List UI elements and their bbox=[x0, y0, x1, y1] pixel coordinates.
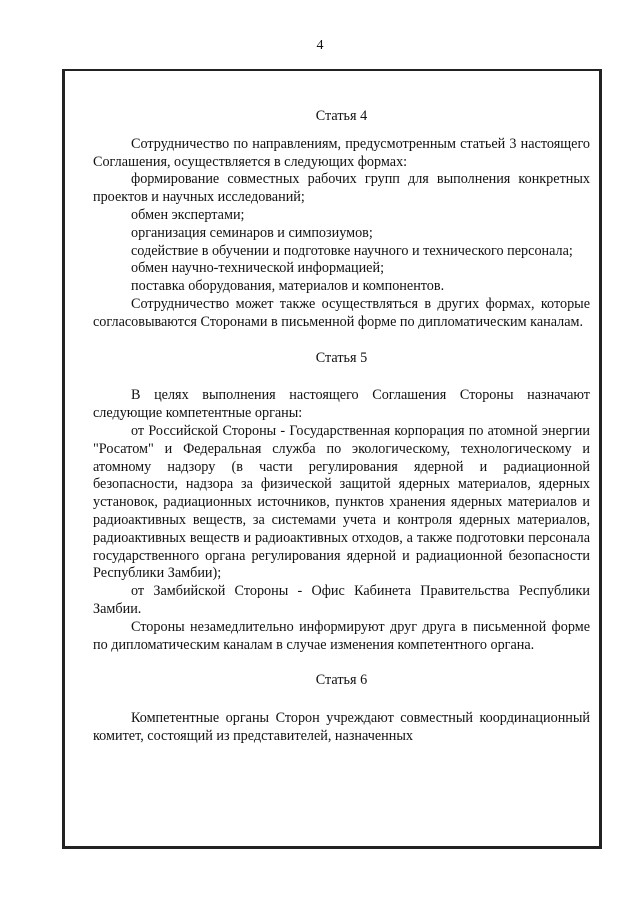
list-item: формирование совместных рабочих групп для выполнения конкретных проектов и научных исследований; bbox=[93, 171, 590, 206]
paragraph: Сотрудничество по направлениям, предусмотренным статьей 3 настоящего Соглашения, осуществляется в следующих формах: bbox=[93, 135, 590, 170]
paragraph: от Российской Стороны - Государственная корпорация по атомной энергии "Росатом" и Федеральная служба по экологическому, технологическому и атомному надзору (в части регулирования ядерной и радиационной безопасности, надзора за физической защитой ядерных материалов, ядерных установок, радиационных источников, пунктов хранения ядерных материалов и радиоактивных веществ, за системами учета и контроля ядерных материалов, радиоактивных веществ и радиоактивных отходов, а также подготовки персонала государственного органа регулирования ядерной и радиационной безопасности Республики Замбии); bbox=[93, 422, 590, 582]
article-4-heading: Статья 4 bbox=[315, 108, 368, 124]
page-number: 4 bbox=[316, 38, 324, 53]
list-item: организация семинаров и симпозиумов; bbox=[131, 224, 373, 241]
paragraph: Стороны незамедлительно информируют друг друга в письменной форме по дипломатическим каналам в случае изменения компетентного органа. bbox=[93, 618, 590, 653]
list-item: поставка оборудования, материалов и компонентов. bbox=[131, 278, 445, 295]
list-item: обмен научно-технической информацией; bbox=[131, 260, 385, 277]
paragraph: Компетентные органы Сторон учреждают совместный координационный комитет, состоящий из представителей, назначенных bbox=[93, 710, 590, 744]
list-item: обмен экспертами; bbox=[131, 206, 245, 223]
paragraph: В целях выполнения настоящего Соглашения Стороны назначают следующие компетентные органы: bbox=[93, 387, 590, 422]
article-6-heading: Статья 6 bbox=[315, 672, 368, 689]
list-item: содействие в обучении и подготовке научного и технического персонала; bbox=[131, 242, 573, 259]
paragraph: от Замбийской Стороны - Офис Кабинета Правительства Республики Замбии. bbox=[93, 583, 590, 617]
document-body bbox=[93, 108, 590, 746]
article-5-heading: Статья 5 bbox=[315, 349, 368, 366]
paragraph: Сотрудничество может также осуществляться в других формах, которые согласовываются Сторонами в письменной форме по дипломатическим каналам. bbox=[93, 295, 590, 330]
